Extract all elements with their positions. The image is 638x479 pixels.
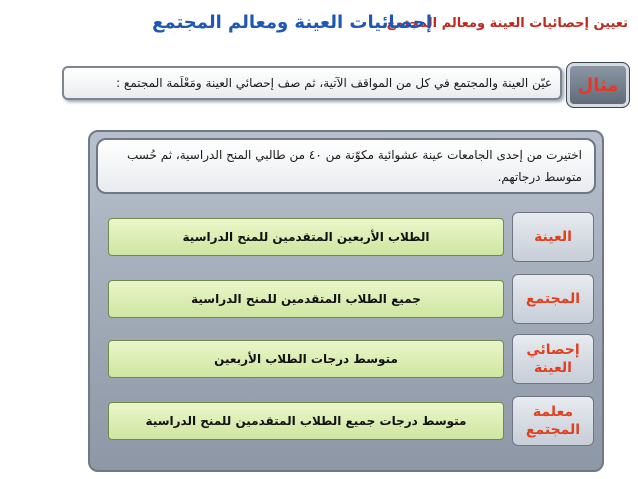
row-label-parameter: معلمة المجتمع [512,396,594,446]
row-label-statistic: إحصائي العينة [512,334,594,384]
lesson-title: إحصائيات العينة ومعالم المجتمع [152,12,432,33]
row-value-population: جميع الطلاب المتقدمين للمنح الدراسية [108,280,504,318]
example-banner [58,58,638,110]
row-label-sample: العينة [512,212,594,262]
row-sample [100,212,596,262]
row-value-statistic: متوسط درجات الطلاب الأربعين [108,340,504,378]
example-label: مثال [566,62,630,108]
row-label-population: المجتمع [512,274,594,324]
row-statistic [100,334,596,384]
row-population [100,274,596,324]
problem-statement: اختيرت من إحدى الجامعات عينة عشوائية مكوّنة من ٤٠ من طالبي المنح الدراسية، ثم حُسب متوسط درجاتهم. [96,138,596,194]
row-value-sample: الطلاب الأربعين المتقدمين للمنح الدراسية [108,218,504,256]
row-parameter [100,396,596,446]
title-bar [0,6,638,46]
row-value-parameter: متوسط درجات جميع الطلاب المتقدمين للمنح الدراسية [108,402,504,440]
lesson-subtitle: تعيين إحصائيات العينة ومعالم المجتمع [386,16,628,31]
example-instruction: عيّن العينة والمجتمع في كل من المواقف الآتية، ثم صف إحصائي العينة ومَعْلَمة المجتمع : [62,66,562,100]
